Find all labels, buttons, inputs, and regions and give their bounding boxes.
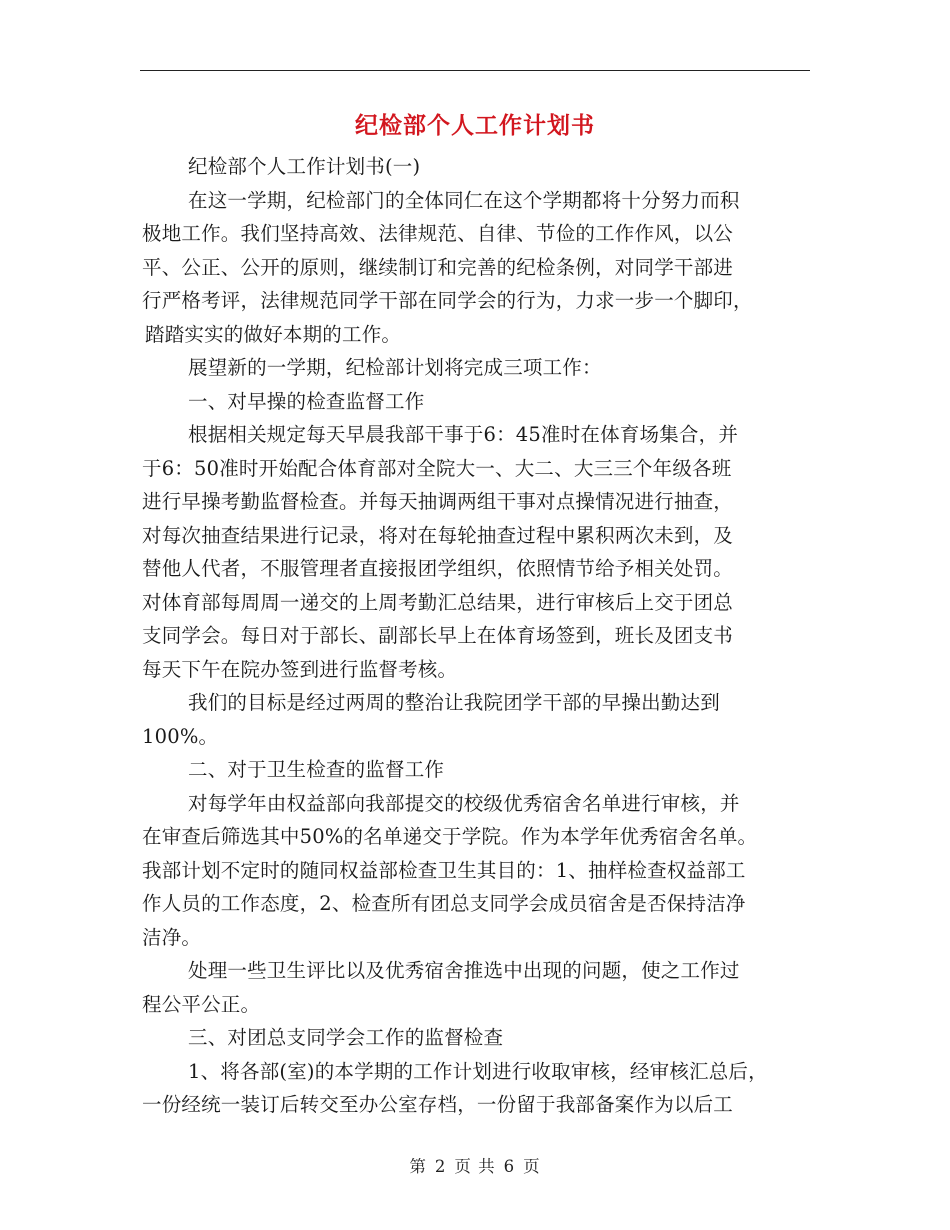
- paragraph-line: 极地工作。我们坚持高效、法律规范、自律、节俭的工作作风，以公: [142, 222, 734, 245]
- paragraph-line: 洁净。: [142, 925, 202, 949]
- footer-page-number: 2: [434, 1157, 447, 1176]
- paragraph-line: 行严格考评，法律规范同学干部在同学会的行为，力求一步一个脚印，: [142, 289, 753, 312]
- paragraph-line: 支同学会。每日对于部长、副部长早上在体育场签到，班长及团支书: [142, 624, 734, 647]
- paragraph-line: 对体育部每周周一递交的上周考勤汇总结果，进行审核后上交于团总: [142, 590, 734, 614]
- paragraph-line: 进行早操考勤监督检查。并每天抽调两组干事对点操情况进行抽查，: [142, 490, 734, 513]
- page-footer: [0, 1153, 950, 1177]
- paragraph-line: 替他人代者，不服管理者直接报团学组织，依照情节给予相关处罚。: [142, 557, 734, 580]
- paragraph-line: 我部计划不定时的随同权益部检查卫生其目的：1、抽样检查权益部工: [142, 858, 746, 882]
- section-heading: 三、对团总支同学会工作的监督检查: [188, 1026, 504, 1049]
- paragraph-line: 一份经统一装订后转交至办公室存档，一份留于我部备案作为以后工: [142, 1093, 734, 1116]
- paragraph-line: 每天下午在院办签到进行监督考核。: [142, 657, 458, 681]
- document-title: 纪检部个人工作计划书: [355, 112, 595, 139]
- header-rule: [140, 70, 810, 71]
- paragraph-line: 我们的目标是经过两周的整治让我院团学干部的早操出勤达到: [188, 691, 720, 714]
- section-heading: 一、对早操的检查监督工作: [188, 389, 425, 413]
- footer-suffix: 页: [523, 1157, 541, 1176]
- section-heading: 二、对于卫生检查的监督工作: [188, 758, 445, 781]
- paragraph-line: 踏踏实实的做好本期的工作。: [145, 322, 402, 346]
- paragraph-line: 作人员的工作态度，2、检查所有团总支同学会成员宿舍是否保持洁净: [142, 892, 746, 915]
- paragraph-line: 对每学年由权益部向我部提交的校级优秀宿舍名单进行审核，并: [188, 791, 740, 815]
- paragraph-line: 1、将各部(室)的本学期的工作计划进行收取审核，经审核汇总后，: [188, 1059, 768, 1083]
- paragraph-line: 纪检部个人工作计划书(一): [188, 155, 421, 178]
- document-body: [142, 150, 818, 1122]
- paragraph-line: 100%。: [142, 724, 219, 748]
- paragraph-line: 处理一些卫生评比以及优秀宿舍推选中出现的问题，使之工作过: [188, 959, 740, 982]
- paragraph-line: 根据相关规定每天早晨我部干事于6：45准时在体育场集合，并: [188, 423, 739, 446]
- paragraph-line: 对每次抽查结果进行记录，将对在每轮抽查过程中累积两次未到，及: [142, 523, 734, 547]
- paragraph-line: 在审查后筛选其中50%的名单递交于学院。作为本学年优秀宿舍名单。: [142, 825, 758, 848]
- footer-total-pages: 6: [503, 1157, 516, 1176]
- paragraph-line: 展望新的一学期，纪检部计划将完成三项工作：: [188, 356, 602, 379]
- footer-prefix: 第: [409, 1157, 427, 1176]
- paragraph-line: 于6：50准时开始配合体育部对全院大一、大二、大三三个年级各班: [142, 456, 732, 480]
- paragraph-line: 在这一学期，纪检部门的全体同仁在这个学期都将十分努力而积: [188, 188, 740, 212]
- paragraph-line: 平、公正、公开的原则，继续制订和完善的纪检条例，对同学干部进: [142, 255, 734, 279]
- footer-middle: 页 共: [454, 1157, 496, 1176]
- paragraph-line: 程公平公正。: [142, 992, 261, 1016]
